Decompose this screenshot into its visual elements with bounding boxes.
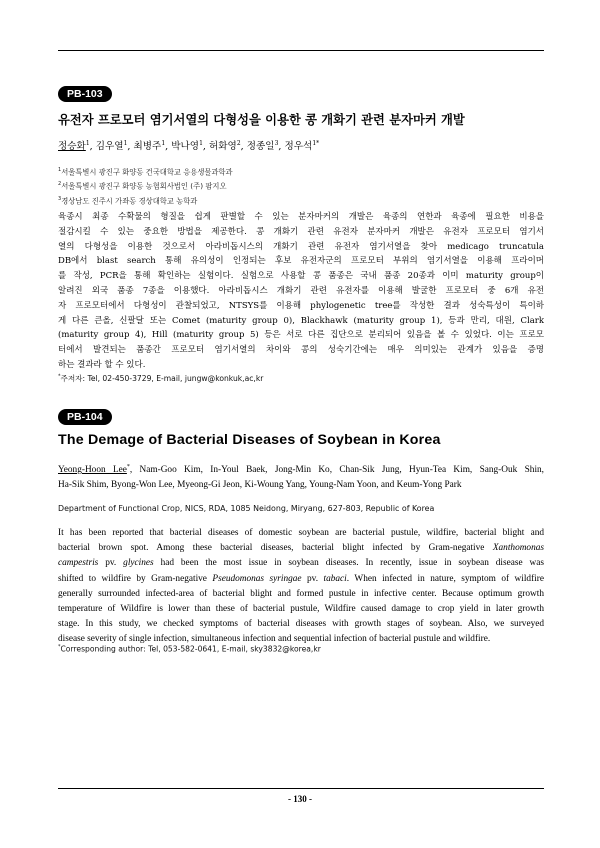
author-affiliation-mark: 1 <box>123 139 128 147</box>
abstract-line: 하는 결과라 할 수 있다. <box>58 359 146 370</box>
pathovar-name: glycines <box>123 558 154 569</box>
abstract-line <box>58 572 544 587</box>
affiliation-line <box>58 164 544 178</box>
footnote-mark: * <box>58 644 61 650</box>
footnote-mark: * <box>126 464 130 470</box>
abstract-body-pb103 <box>58 210 544 373</box>
page-number: - 130 - <box>288 794 312 804</box>
corresponding-text: 주저자: Tel, 02-450-3729, E-mail, jungw@konkuk,ac,kr <box>60 374 264 383</box>
author-name: Yeong-Hoon Lee <box>58 465 127 476</box>
affiliation-line <box>58 193 544 207</box>
abstract-title-pb104: The Demage of Bacterial Diseases of Soybean in Korea <box>58 432 441 448</box>
abstract-line: 게 다른 큰올, 신팔달 또는 Comet (maturity group 0), Blackhawk (maturity group 1), 등과 만리, 대원, Clark <box>58 315 544 326</box>
author-name: 최병주 <box>133 141 162 152</box>
abstract-line: 알려진 외국 품종 7종을 이용했다. 아라비돕시스 개화기 관련 유전자를 이용해 발굴한 프로모터 중 6개 유전 <box>58 285 544 296</box>
affiliation-mark: 1 <box>58 167 62 173</box>
pathovar-name: tabaci <box>323 573 347 584</box>
abstract-line <box>58 556 544 571</box>
author-line <box>58 460 544 478</box>
author-affiliation-mark: 1 <box>199 139 203 147</box>
author-name: 허화영 <box>209 141 237 152</box>
author-affiliation-mark: 1 <box>161 139 166 147</box>
abstract-line: It has been reported that bacterial diseases of domestic soybean are bacterial pustule, wildfire, bacterial blight and <box>58 528 544 538</box>
author-name: 정우석 <box>284 141 313 152</box>
corresponding-author-pb103 <box>58 373 544 384</box>
abstract-body-pb104 <box>58 526 544 648</box>
affiliation-pb104: Department of Functional Crop, NICS, RDA, 1085 Neidong, Miryang, 627-803, Republic of Korea <box>58 504 435 513</box>
species-name: Xanthomonas <box>492 543 544 554</box>
affiliation-line <box>58 178 544 192</box>
abstract-line: 를 작성, PCR을 통해 확인하는 실험이다. 실험으로 사용할 콩 품종은 국내 품종 20종과 이미 maturity group이 <box>58 271 544 282</box>
author-affiliation-mark: 2 <box>236 139 241 147</box>
abstract-line: disease severity of single infection, simultaneous infection and sequential infection of bacterial pustule and wildfire. <box>58 634 491 645</box>
abstract-line: 육종시 최종 수확물의 형질을 쉽게 판별할 수 있는 분자마커의 개발은 육종의 연한과 육종에 필요한 비용을 <box>58 212 544 222</box>
abstract-text: bacterial brown spot. Among these bacterial diseases, bacterial blight infected by Gram-negative <box>58 543 493 554</box>
abstract-text: shifted to wildfire by Gram-negative <box>58 573 213 584</box>
abstract-title-pb103: 유전자 프로모터 염기서열의 다형성을 이용한 콩 개화기 관련 분자마커 개발 <box>58 113 465 127</box>
author-names: , Nam-Goo Kim, In-Youl Baek, Jong-Min Ko, Chan-Sik Jung, Hyun-Tea Kim, Sang-Ouk Shin, <box>129 465 544 476</box>
species-name: campestris <box>58 558 99 569</box>
author-affiliation-mark: 3 <box>274 139 279 147</box>
abstract-text: had been the most issue in soybean diseases. In recently, issue in soybean disease was <box>153 558 544 569</box>
species-name: Pseudomonas syringae <box>212 573 302 584</box>
abstract-line: 자 프로모터에서 다형성이 관찰되었고, NTSYS를 이용해 phylogenetic tree를 작성한 결과 성숙특성이 특이하 <box>58 300 544 311</box>
affiliation-text: 경상남도 진주시 가좌동 경상대학교 농학과 <box>61 196 198 206</box>
author-name: 박나영 <box>171 141 200 152</box>
abstract-line: (maturity group 4), Hill (maturity group 5) 등은 서로 다른 집단으로 분리되어 있음을 볼 수 있었다. 이는 프로모 <box>58 330 544 341</box>
author-affiliation-mark: 1 <box>85 139 90 147</box>
abstract-text: pv. <box>301 573 324 584</box>
affiliation-mark: 2 <box>58 181 62 188</box>
abstract-line: temperature of Wildfire is lower than these of bacterial pustule, Wildfire caused damage to crop yield in later growth <box>58 604 544 615</box>
corresponding-author-pb104 <box>58 644 544 654</box>
footnote-mark: * <box>58 373 61 380</box>
affiliation-text: 서울특별시 광진구 화양동 농협회사법인 (주) 팜지오 <box>61 181 227 191</box>
affiliations-pb103 <box>58 164 544 207</box>
abstract-line <box>58 541 544 556</box>
corresponding-text: Corresponding author: Tel, 053-582-0641, E-mail, sky3832@korea,kr <box>60 644 321 654</box>
abstract-line: stage. In this study, we checked symptoms of bacterial diseases with growth stages of soybean. Also, we surveyed <box>58 619 544 630</box>
bottom-rule <box>58 788 544 789</box>
abstract-badge-pb103: PB-103 <box>58 86 112 102</box>
abstract-line: generally surrounded infected-area of bacterial blight and formed pustule in infective center. Because optimum growth <box>58 588 544 599</box>
abstract-line: 터에서 발견되는 품종간 프로모터 염기서열의 차이와 콩의 성숙기간에는 매우 의미있는 관계가 있음을 증명 <box>58 345 544 356</box>
author-affiliation-mark: 1* <box>312 139 320 147</box>
abstract-badge-pb104: PB-104 <box>58 409 112 425</box>
abstract-text: . When infected in nature, symptom of wildfire <box>346 573 544 584</box>
author-list-pb104 <box>58 460 544 494</box>
author-line: Ha-Sik Shim, Byong-Won Lee, Myeong-Gi Jeon, Ki-Woung Yang, Young-Nam Yoon, and Keum-Yong Park <box>58 480 462 491</box>
author-name: 정승화 <box>58 141 86 152</box>
affiliation-mark: 3 <box>58 195 62 202</box>
abstract-line: DB에서 blast search 통해 유의성이 인정되는 후보 유전자군의 프로모터 부위의 염기서열을 이용해 프라이머 <box>58 256 544 267</box>
abstract-line: 절감시킬 수 있는 중요한 방법을 제공한다. 콩 개화기 관련 유전자 분자마커 개발은 유전자 프로모터 염기서 <box>58 226 544 237</box>
author-list-pb103: 정승화$^1$, 김우열$^1$, 최병주$^1$, 박나영$^1$, 허화영$^2$, 정종일$^3$, 정우석$^{1*}$ <box>58 139 320 152</box>
abstract-text: pv. <box>98 558 124 569</box>
affiliation-text: 서울특별시 광진구 화양동 건국대학교 응용생물과학과 <box>61 167 233 177</box>
author-name: 김우열 <box>95 141 124 152</box>
top-rule <box>58 50 544 51</box>
author-name: 정종일 <box>246 141 275 152</box>
abstract-line: 열의 다형성을 이용한 것으로서 아라비돕시스의 개화기 관련 유전자 염기서열을 찾아 medicago truncatula <box>58 241 544 252</box>
